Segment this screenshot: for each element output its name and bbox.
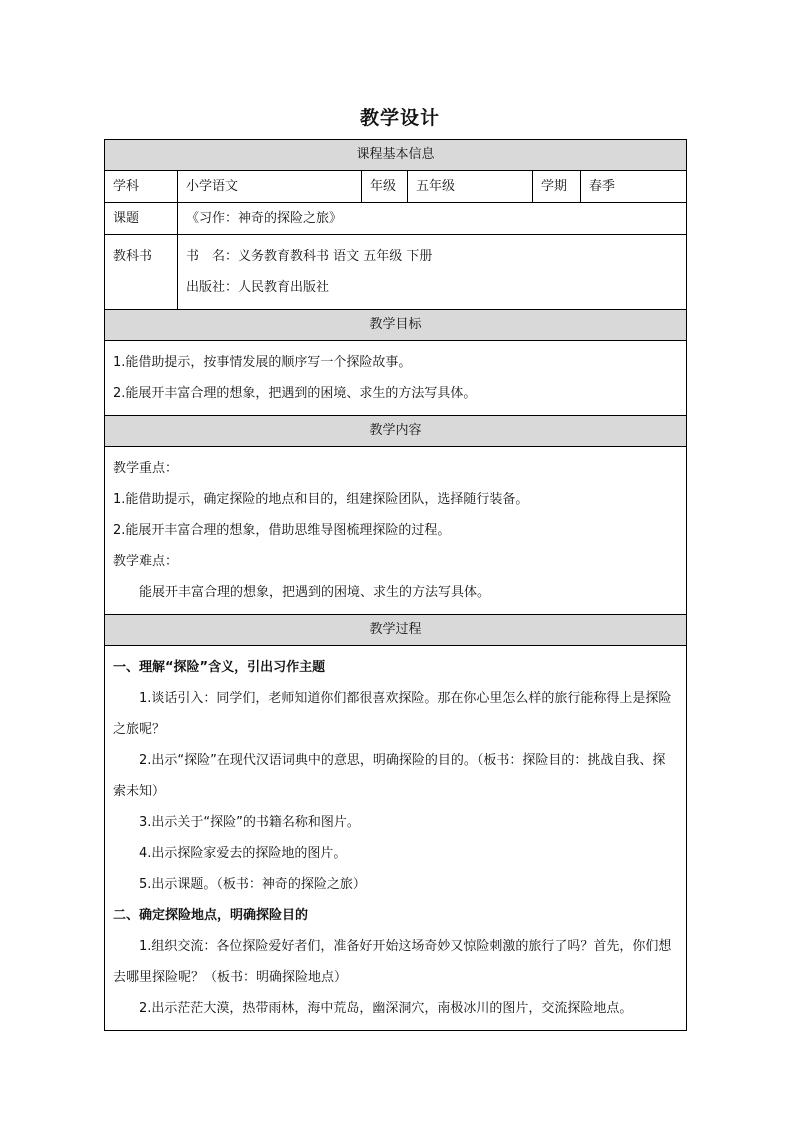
term-label: 学期	[533, 171, 581, 203]
process-part2-title: 二、确定探险地点，明确探险目的	[113, 908, 309, 923]
content-header: 教学内容	[105, 416, 687, 447]
process-item: 3.出示关于“探险”的书籍名称和图片。	[139, 815, 360, 830]
objective-item: 2.能展开丰富合理的想象，把遇到的困境、求生的方法写具体。	[113, 386, 477, 401]
difficulty-label: 教学难点：	[113, 554, 179, 569]
textbook-name: 书 名：义务教育教科书 语文 五年级 下册	[186, 249, 433, 264]
objectives-body	[105, 341, 687, 416]
difficulty-text: 能展开丰富合理的想象，把遇到的困境、求生的方法写具体。	[139, 585, 491, 600]
key-point-item: 1.能借助提示，确定探险的地点和目的，组建探险团队，选择随行装备。	[113, 492, 529, 507]
textbook-label	[105, 235, 178, 310]
textbook-value	[178, 235, 687, 310]
topic-label: 课题	[105, 203, 178, 235]
key-point-item: 2.能展开丰富合理的想象，借助思维导图梳理探险的过程。	[113, 523, 451, 538]
process-header: 教学过程	[105, 615, 687, 646]
process-item: 1.谈话引入：同学们，老师知道你们都很喜欢探险。那在你心里怎么样的旅行能称得上是探险之旅呢？	[113, 691, 672, 737]
content-body	[105, 447, 687, 615]
process-part1-title: 一、理解“探险”含义，引出习作主题	[113, 660, 326, 675]
grade-label: 年级	[362, 171, 408, 203]
topic-value: 《习作：神奇的探险之旅》	[178, 203, 687, 235]
textbook-label-text: 教科书	[113, 249, 153, 264]
course-info-header: 课程基本信息	[105, 140, 687, 171]
objective-item: 1.能借助提示，按事情发展的顺序写一个探险故事。	[113, 355, 412, 370]
lesson-design-table	[104, 139, 687, 1031]
subject-label: 学科	[105, 171, 178, 203]
page-title: 教学设计	[359, 107, 440, 129]
textbook-publisher: 出版社：人民教育出版社	[186, 280, 330, 295]
process-item: 2.出示“探险”在现代汉语词典中的意思，明确探险的目的。（板书：探险目的：挑战自我、探索未知）	[113, 753, 666, 799]
key-points-label: 教学重点：	[113, 461, 179, 476]
process-item: 4.出示探险家爱去的探险地的图片。	[139, 846, 347, 861]
objectives-header: 教学目标	[105, 310, 687, 341]
grade-value: 五年级	[408, 171, 533, 203]
process-item: 1.组织交流：各位探险爱好者们，准备好开始这场奇妙又惊险刺激的旅行了吗？首先，你们想去哪里探险呢？（板书：明确探险地点）	[113, 939, 672, 985]
process-body	[105, 646, 687, 1031]
term-value: 春季	[581, 171, 687, 203]
process-item: 2.出示茫茫大漠，热带雨林，海中荒岛，幽深洞穴，南极冰川的图片，交流探险地点。	[139, 1001, 633, 1016]
subject-value: 小学语文	[178, 171, 362, 203]
process-item: 5.出示课题。（板书：神奇的探险之旅）	[139, 877, 366, 892]
